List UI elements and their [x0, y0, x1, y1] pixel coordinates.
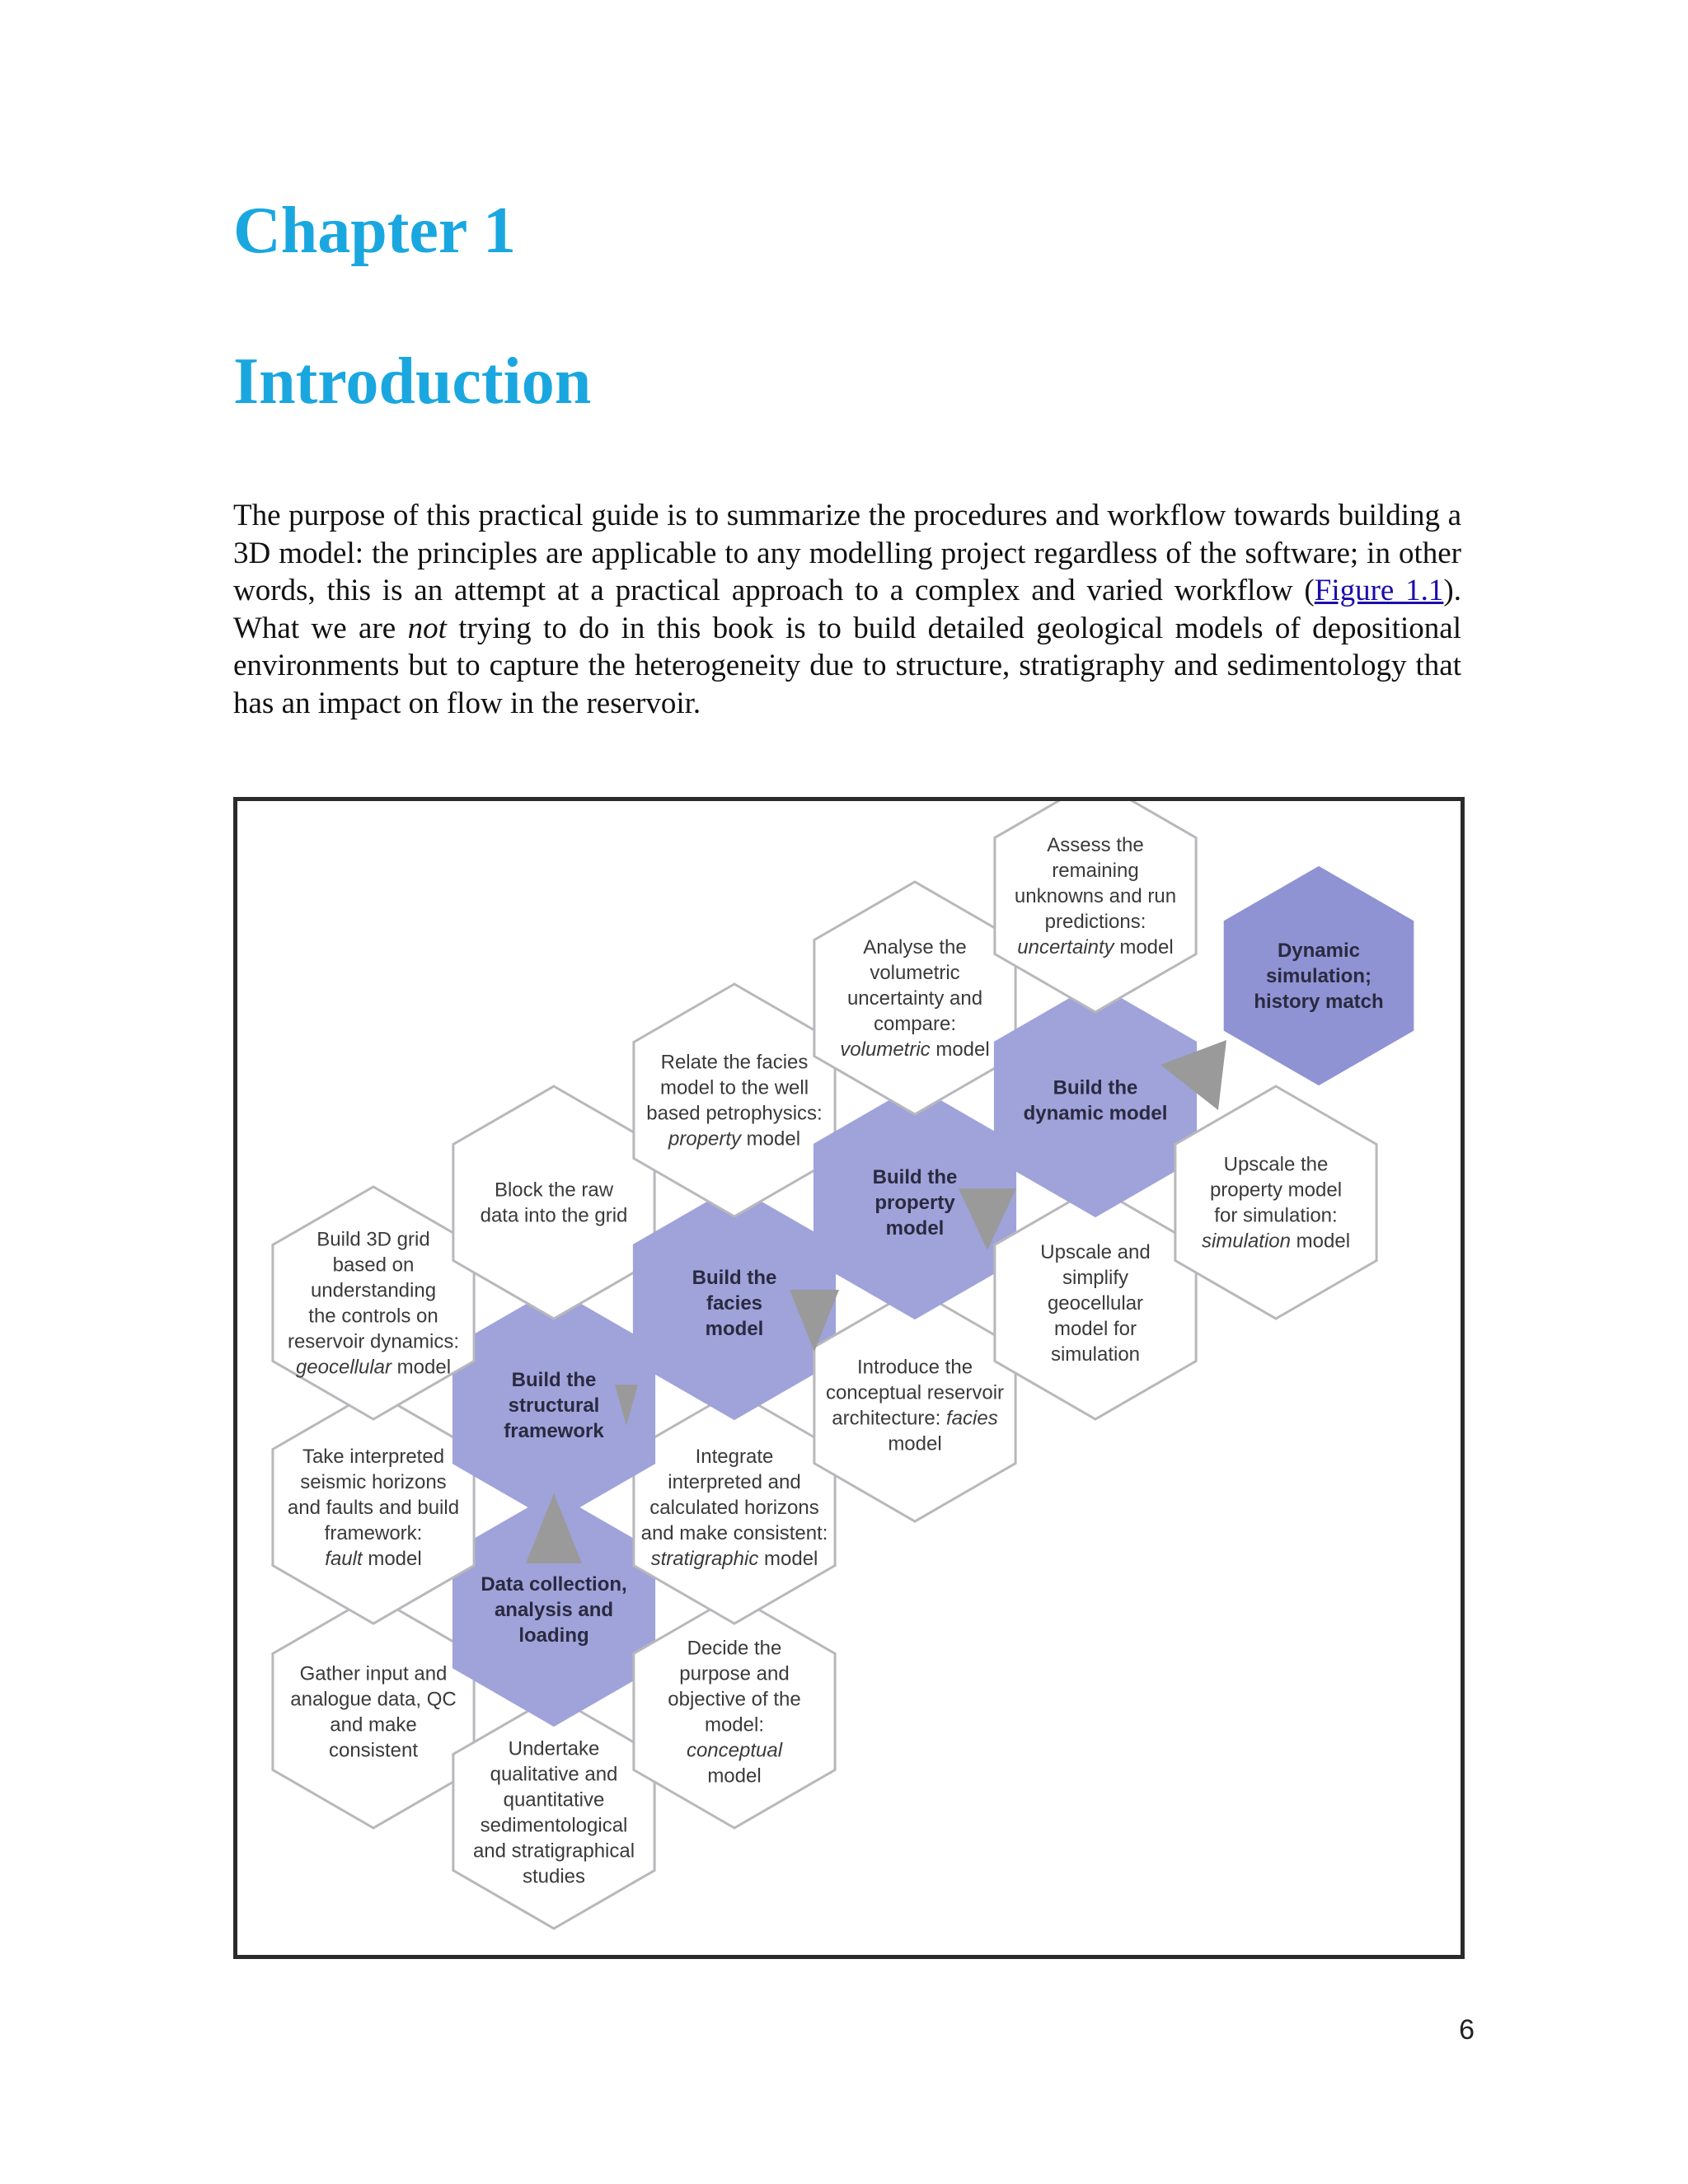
hexagon-decide-purpose — [634, 1596, 835, 1828]
hexagon-label-facies-model: Build the facies model — [692, 1267, 777, 1340]
hexagon-label-integrate-horizons: Integrate interpreted and calculated horizons and make consistent: stratigraphic model — [640, 1446, 828, 1570]
hexagon-label-gather-input: Gather input and analogue data, QC and make consistent — [290, 1662, 457, 1762]
hexagon-label-upscale-property: Upscale the property model for simulation: simulation model — [1201, 1153, 1351, 1253]
hexagon-label-dynamic-simulation: Dynamic simulation; history match — [1254, 940, 1384, 1013]
intro-paragraph — [233, 497, 1461, 723]
section-title: Introduction — [233, 345, 592, 418]
hexagon-gather-input — [273, 1596, 474, 1828]
hexagon-upscale-property — [1175, 1086, 1376, 1319]
hexagon-label-build-3d-grid: Build 3D grid based on understanding the controls on reservoir dynamics: geocellular model — [287, 1228, 460, 1379]
hexagon-label-assess-unknowns: Assess the remaining unknowns and run predictions: uncertainty model — [1014, 834, 1177, 958]
hexagon-label-property-model: Build the property model — [872, 1166, 958, 1240]
page-number: 6 — [1459, 2014, 1475, 2046]
figure-link[interactable]: Figure 1.1 — [1314, 574, 1444, 608]
hexagon-sedimentological-studies — [453, 1696, 654, 1929]
paragraph-text-2: ). What we are — [233, 574, 1461, 645]
hexagon-relate-facies — [634, 984, 835, 1216]
hexagon-label-upscale-simplify: Upscale and simplify geocellular model for simulation — [1040, 1241, 1151, 1366]
hexagon-build-3d-grid — [273, 1187, 474, 1419]
paragraph-text-3: trying to do in this book is to build detailed geological models of depositional environments but to capture the heterogeneity due to structure, stratigraphy and sedimentology that has an impact on flow in the reservoir. — [233, 611, 1462, 720]
hexagon-conceptual-architecture — [814, 1289, 1015, 1521]
paragraph-emphasis: not — [407, 611, 447, 645]
chapter-heading: Chapter 1 — [233, 194, 516, 267]
hexagon-label-data-collection: Data collection, analysis and loading — [481, 1573, 627, 1647]
workflow-figure — [233, 797, 1465, 1959]
hexagon-label-dynamic-model: Build the dynamic model — [1023, 1076, 1168, 1125]
hexagon-label-conceptual-architecture: Introduce the conceptual reservoir architecture: facies model — [825, 1356, 1005, 1455]
hexagon-label-structural-framework: Build the structural framework — [504, 1369, 604, 1442]
hexagon-dynamic-model — [995, 984, 1196, 1216]
hexagon-workflow-diagram — [237, 801, 1461, 1955]
hexagon-label-sedimentological-studies: Undertake qualitative and quantitative sedimentological and stratigraphical studies — [472, 1737, 635, 1888]
hexagon-block-raw-data — [453, 1086, 654, 1319]
hexagon-label-decide-purpose: Decide the purpose and objective of the model: conceptual model — [668, 1637, 801, 1788]
hexagon-label-analyse-volumetric: Analyse the volumetric uncertainty and compare: volumetric model — [840, 936, 990, 1061]
hexagon-label-take-seismic: Take interpreted seismic horizons and faults and build framework: fault model — [287, 1446, 460, 1570]
hexagon-label-relate-facies: Relate the facies model to the well based petrophysics: property model — [646, 1051, 823, 1151]
hexagon-label-block-raw-data: Block the raw data into the grid — [480, 1179, 628, 1227]
paragraph-text-1: The purpose of this practical guide is to summarize the procedures and workflow towards building a 3D model: the principles are applicable to any modelling project regardless of the software; in other words, this is an attempt at a practical approach to a complex and varied workflow ( — [233, 499, 1461, 608]
